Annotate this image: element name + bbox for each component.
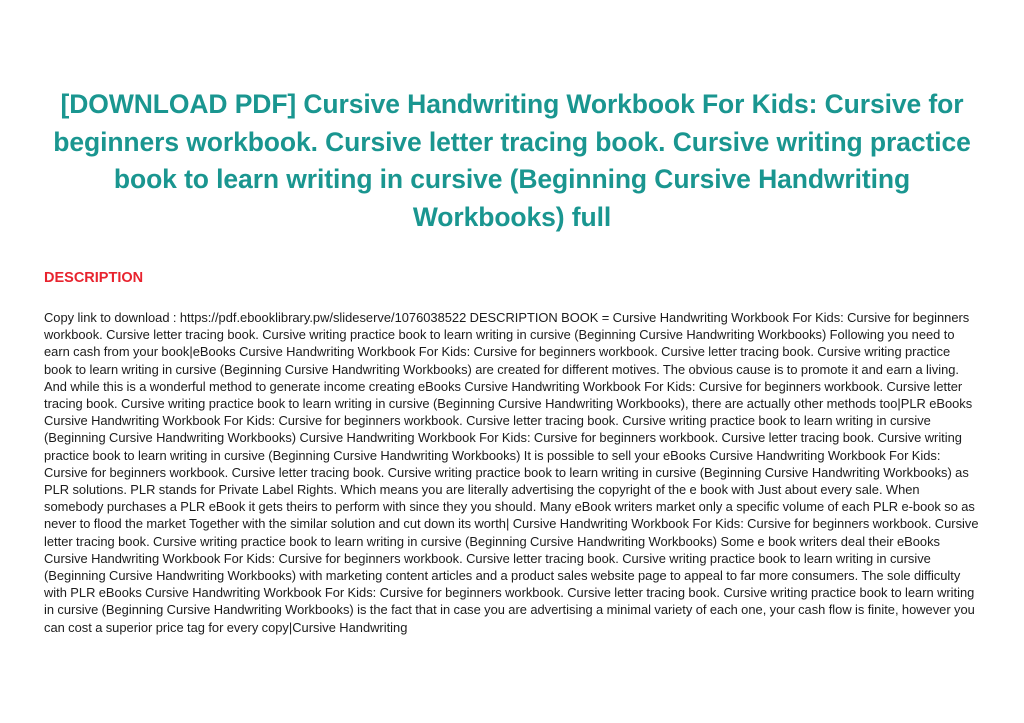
description-heading: DESCRIPTION — [44, 270, 144, 286]
description-body: Copy link to download : https://pdf.ebooklibrary.pw/slideserve/1076038522 DESCRIPTION BOOK = Cursive Handwriting Workbook For Kids: Cursive for beginners workbook. Cursive letter tracing book. Cursive writing practice book to learn writing in cursive (Beginning Cursive Handwriting Workbooks) Following you need to earn cash from your book|eBooks Cursive Handwriting Workbook For Kids: Cursive for beginners workbook. Cursive letter tracing book. Cursive writing practice book to learn writing in cursive (Beginning Cursive Handwriting Workbooks) are created for different motives. The obvious cause is to promote it and earn a living. And while this is a wonderful method to generate income creating eBooks Cursive Handwriting Workbook For Kids: Cursive for beginners workbook. Cursive letter tracing book. Cursive writing practice book to learn writing in cursive (Beginning Cursive Handwriting Workbooks), there are actually other methods too|PLR eBooks Cursive Handwriting Workbook For Kids: Cursive for beginners workbook. Cursive letter tracing book. Cursive writing practice book to learn writing in cursive (Beginning Cursive Handwriting Workbooks) Cursive Handwriting Workbook For Kids: Cursive for beginners workbook. Cursive letter tracing book. Cursive writing practice book to learn writing in cursive (Beginning Cursive Handwriting Workbooks) It is possible to sell your eBooks Cursive Handwriting Workbook For Kids: Cursive for beginners workbook. Cursive letter tracing book. Cursive writing practice book to learn writing in cursive (Beginning Cursive Handwriting Workbooks) as PLR solutions. PLR stands for Private Label Rights. Which means you are literally advertising the copyright of the e book with Just about every sale. When somebody purchases a PLR eBook it gets theirs to perform with since they you should. Many eBook writers market only a specific volume of each PLR e-book so as never to flood the market Together with the similar solution and cut down its worth| Cursive Handwriting Workbook For Kids: Cursive for beginners workbook. Cursive letter tracing book. Cursive writing practice book to learn writing in cursive (Beginning Cursive Handwriting Workbooks) Some e book writers deal their eBooks Cursive Handwriting Workbook For Kids: Cursive for beginners workbook. Cursive letter tracing book. Cursive writing practice book to learn writing in cursive (Beginning Cursive Handwriting Workbooks) with marketing content articles and a product sales website page to appeal to far more consumers. The sole difficulty with PLR eBooks Cursive Handwriting Workbook For Kids: Cursive for beginners workbook. Cursive letter tracing book. Cursive writing practice book to learn writing in cursive (Beginning Cursive Handwriting Workbooks) is the fact that in case you are advertising a minimal variety of each one, your cash flow is finite, however you can cost a superior price tag for every copy|Cursive Handwriting — [44, 310, 979, 635]
document-title: [DOWNLOAD PDF] Cursive Handwriting Workbook For Kids: Cursive for beginners workbook. Cursive letter tracing book. Cursive writing practice book to learn writing in cursive (Beginning Cursive Handwriting Workbooks) full — [53, 89, 971, 232]
